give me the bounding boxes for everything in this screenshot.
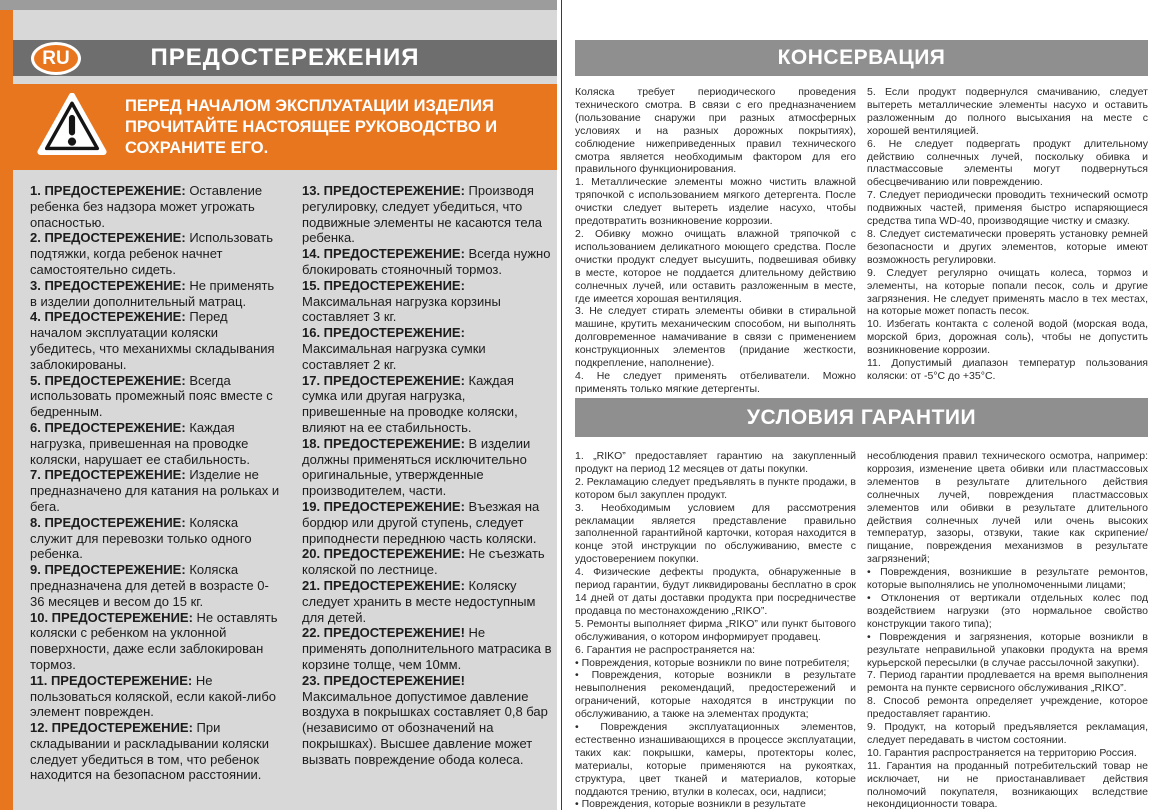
warranty-paragraph: 11. Гарантия на проданный потребительский товар не исключает, ни не приостанавливает действия полномочий покупателя, возникающих вследствие некондиционности товара. — [867, 759, 1148, 810]
maintenance-text — [575, 86, 1148, 396]
warranty-column-1 — [575, 450, 856, 810]
warnings-header-bar — [13, 40, 557, 76]
warning-text: Каждая нагрузка, привешенная на проводке коляски, нарушает ее стабильность. — [30, 419, 251, 467]
warning-item — [30, 515, 280, 562]
maintenance-paragraph: 4. Не следует применять отбеливатели. Можно применять только мягкие детергенты. — [575, 369, 856, 395]
warning-label: 14. ПРЕДОСТЕРЕЖЕНИЕ: — [302, 246, 465, 262]
maintenance-paragraph: 11. Допустимый диапазон температур пользования коляски: от -5°C до +35°C. — [867, 357, 1148, 382]
warning-label: 13. ПРЕДОСТЕРЕЖЕНИЕ: — [302, 183, 465, 198]
warranty-paragraph: 4. Физические дефекты продукта, обнаруженные в период гарантии, будут ликвидированы бесплатно в срок 14 дней от даты доставки продукта при посредничестве продавца по местонахождению „RIKO”. — [575, 566, 856, 617]
warning-label: 2. ПРЕДОСТЕРЕЖЕНИЕ: — [30, 230, 186, 246]
warning-item — [302, 373, 552, 436]
warnings-page-title: ПРЕДОСТЕРЕЖЕНИЯ — [150, 44, 420, 71]
warning-item — [302, 673, 552, 768]
warranty-paragraph: 8. Способ ремонта определяет учреждение, которое предоставляет гарантию. — [867, 695, 1148, 721]
warning-text: Не оставлять коляски с ребенком на уклонной поверхности, даже если заблокирован тормоз. — [30, 609, 278, 672]
maintenance-column-2 — [867, 86, 1148, 396]
warning-label: 19. ПРЕДОСТЕРЕЖЕНИЕ: — [302, 498, 465, 514]
warning-item — [302, 278, 552, 325]
warning-item — [302, 325, 552, 372]
warning-label: 15. ПРЕДОСТЕРЕЖЕНИЕ: — [302, 277, 465, 293]
warning-item — [30, 309, 280, 372]
warranty-paragraph: • Повреждения эксплуатационных элементов, естественно изнашивающихся в процессе эксплуатации, таких как: покрышки, камеры, протекторы колес, материалы, которые применяются на рукоятках, структура, цвет тканей и материалов, которые поддаются трению, втулки в колесах, оси, надписи; — [575, 721, 856, 798]
warning-item — [302, 183, 552, 246]
maintenance-column-1 — [575, 86, 856, 396]
warning-text: Перед началом эксплуатации коляски убедитесь, что механихмы складывания заблокированы. — [30, 309, 275, 372]
warning-text: Коляска предназначена для детей в возрасте 0-36 месяцев и весом до 15 кг. — [30, 562, 269, 609]
warning-text: В изделии должны применяться исключительно оригинальные, утвержденные производителем, части. — [302, 435, 531, 499]
warranty-header-bar — [575, 398, 1148, 437]
warranty-paragraph: 10. Гарантия распространяется на территорию Россия. — [867, 746, 1137, 759]
maintenance-paragraph: 5. Если продукт подвернулся смачиванию, следует вытереть металлические элементы насухо и оставить разложенным до полного высыхания на месте с хорошей вентиляцией. — [867, 86, 1148, 137]
warning-item — [30, 673, 280, 720]
warning-label: 12. ПРЕДОСТЕРЕЖЕНИЕ: — [30, 720, 193, 736]
warning-label: 10. ПРЕДОСТЕРЕЖЕНИЕ: — [30, 609, 193, 625]
warning-text: Всегда использовать промежный пояс вместе с бедренным. — [30, 372, 273, 420]
warranty-column-2 — [867, 450, 1148, 810]
warning-item — [302, 436, 552, 499]
warning-triangle-icon — [37, 93, 107, 161]
maintenance-paragraph: 1. Металлические элементы можно чистить влажной тряпочкой с использованием мягкого детергента. После очистки следует вытереть изделие насухо, чтобы предотвратить возникновение коррозии. — [575, 176, 856, 228]
maintenance-paragraph: 6. Не следует подвергать продукт длительному действию солнечных лучей, поскольку обивка и пластмассовые элементы могут подвернуться обесцвечиванию или повреждению. — [867, 137, 1148, 189]
warranty-paragraph: 6. Гарантия не распространяется на: — [575, 643, 756, 656]
warning-label: 7. ПРЕДОСТЕРЕЖЕНИЕ: — [30, 467, 186, 483]
maintenance-paragraph: 2. Обивку можно очищать влажной тряпочкой с использованием деликатного моющего средства. После очистки продукт следует высушить, подвешивая обивку в месте, которое не поддается длительному действию солнечных лучей, или оставить разложенным в месте, где имеется хорошая вентиляция. — [575, 227, 856, 305]
warning-item — [30, 420, 280, 467]
maintenance-paragraph: 3. Не следует стирать элементы обивки в стиральной машине, крутить механическим способом, ни выполнять долговременное намачивание в связи с применением конструкционных элементов (придание жесткости, подкрепление, наполнение). — [575, 305, 856, 370]
warnings-column-2 — [302, 183, 552, 783]
warning-item — [30, 373, 280, 420]
warning-text: Не пользоваться коляской, если какой-либо элемент поврежден. — [30, 672, 276, 720]
warning-text: Всегда нужно блокировать стояночный тормоз. — [302, 246, 551, 277]
warning-item — [30, 278, 280, 310]
warning-item — [30, 720, 280, 783]
warnings-list — [30, 183, 552, 783]
warning-item — [30, 562, 280, 609]
maintenance-paragraph: 9. Следует регулярно очищать колеса, тормоз и элементы, на которые попали песок, соль и другие загрязнения. Не следует применять масло в тех местах, на которые может попасть песок. — [867, 266, 1148, 318]
warranty-paragraph: • Повреждения, возникшие в результате ремонтов, которые выполнялись не уполномоченными лицами; — [867, 566, 1148, 592]
warning-text: Максимальная нагрузка корзины составляет 3 кг. — [302, 293, 501, 325]
page-divider — [561, 0, 562, 810]
warning-label: 11. ПРЕДОСТЕРЕЖЕНИЕ: — [30, 672, 193, 688]
notice-text: ПЕРЕД НАЧАЛОМ ЭКСПЛУАТАЦИИ ИЗДЕЛИЯ ПРОЧИТАЙТЕ НАСТОЯЩЕЕ РУКОВОДСТВО И СОХРАНИТЕ ЕГО. — [125, 96, 498, 157]
warranty-paragraph: 2. Рекламацию следует предъявлять в пункте продажи, в котором был закуплен продукт. — [575, 475, 856, 501]
warning-text: Въезжая на бордюр или другой ступень, следует приподнести переднюю часть коляски. — [302, 498, 540, 546]
warning-label: 23. ПРЕДОСТЕРЕЖЕНИЕ! — [302, 672, 465, 688]
warning-text: Использовать подтяжки, когда ребенок начнет самостоятельно сидеть. — [30, 230, 273, 277]
warning-text: Не применять дополнительного матрасика в корзине толще, чем 10мм. — [302, 625, 552, 672]
warranty-paragraph: 3. Необходимым условием для рассмотрения рекламации является представление правильно заполненной гарантийной карточки, которая находится в конце этой инструкции по обслуживанию, вместе с удостоверением покупки. — [575, 501, 856, 566]
warning-text: Не применять в изделии дополнительный матрац. — [30, 277, 275, 309]
maintenance-paragraph: 7. Следует периодически проводить технический осмотр подвижных частей, применяя быстро испаряющиеся средства типа WD-40, производящие чистку и смазку. — [867, 189, 1148, 228]
warning-label: 3. ПРЕДОСТЕРЕЖЕНИЕ: — [30, 277, 186, 293]
warning-label: 20. ПРЕДОСТЕРЕЖЕНИЕ: — [302, 546, 465, 562]
warranty-paragraph: 1. „RIKO” предоставляет гарантию на закупленный продукт на период 12 месяцев от даты покупки. — [575, 450, 856, 475]
warning-item — [30, 467, 280, 514]
warning-label: 8. ПРЕДОСТЕРЕЖЕНИЕ: — [30, 514, 186, 530]
warranty-paragraph: 7. Период гарантии продлевается на время выполнения ремонта на пункте сервисного обслуживания „RIKO”. — [867, 669, 1148, 695]
warning-text: Максимальное допустимое давление воздуха в покрышках составляет 0,8 бар (независимо от обозначений на покрышках). Высшее давление может вызвать повреждение обода колеса. — [302, 688, 548, 767]
warning-label: 21. ПРЕДОСТЕРЕЖЕНИЕ: — [302, 577, 465, 593]
warranty-text — [575, 450, 1148, 810]
top-strip — [0, 0, 557, 10]
read-manual-notice — [13, 84, 557, 170]
warranty-paragraph: • Повреждения и загрязнения, которые возникли в результате неправильной упаковки продукта на время курьерской пересылки (в случае рассылочной закупки). — [867, 630, 1148, 669]
warranty-paragraph: 9. Продукт, на который предъявляется рекламация, следует передавать в чистом состоянии. — [867, 721, 1148, 746]
warning-text: Максимальная нагрузка сумки составляет 2 кг. — [302, 340, 486, 372]
warning-item — [302, 625, 552, 672]
warning-text: Изделие не предназначено для катания на рольках и бега. — [30, 467, 280, 514]
warranty-paragraph: несоблюдения правил технического осмотра, например: коррозия, изменение цвета обивки или пластмассовых элементов в результате длительного действия солнечных лучей, повреждения пластмассовых элементов или обивки в результате длительного действия солнечных лучей или очень высоких температур, зазоры, отзвуки, такие как скрипение/ пищание, повреждения механизмов в результате загрязнений; — [867, 450, 1148, 566]
left-edge-stripe — [0, 10, 13, 810]
warning-text: Оставление ребенка без надзора может угрожать опасностью. — [30, 183, 263, 230]
warning-label: 17. ПРЕДОСТЕРЕЖЕНИЕ: — [302, 372, 465, 388]
warranty-paragraph: • Повреждения, которые возникли по вине потребителя; — [575, 656, 850, 669]
warning-item — [30, 183, 280, 230]
maintenance-paragraph: Коляска требует периодического проведения технического смотра. В связи с его предназначением (пользование снаружи при разных атмосферных условиях и на разных дорожных покрытиях), соблюдение нижеприведенных правил технического смотра является необходимым фактором для его правильного функционирования. — [575, 86, 856, 176]
warning-label: 18. ПРЕДОСТЕРЕЖЕНИЕ: — [302, 435, 465, 451]
warning-item — [302, 546, 552, 578]
warning-label: 5. ПРЕДОСТЕРЕЖЕНИЕ: — [30, 372, 186, 388]
warning-label: 16. ПРЕДОСТЕРЕЖЕНИЕ: — [302, 325, 465, 341]
warranty-title: УСЛОВИЯ ГАРАНТИИ — [746, 405, 977, 429]
warning-item — [30, 610, 280, 673]
warning-label: 22. ПРЕДОСТЕРЕЖЕНИЕ! — [302, 625, 465, 641]
warning-label: 1. ПРЕДОСТЕРЕЖЕНИЕ: — [30, 183, 186, 198]
warning-text: Не съезжать коляской по лестнице. — [302, 546, 545, 578]
warnings-column-1 — [30, 183, 280, 783]
warning-item — [302, 578, 552, 625]
warning-item — [302, 246, 552, 278]
warning-item — [302, 499, 552, 546]
warning-text: Коляска служит для перевозки только одного ребенка. — [30, 514, 252, 562]
warning-label: 4. ПРЕДОСТЕРЕЖЕНИЕ: — [30, 309, 186, 325]
warranty-paragraph: • Повреждения, которые возникли в результате — [575, 798, 806, 810]
maintenance-header-bar — [575, 40, 1148, 76]
warning-label: 6. ПРЕДОСТЕРЕЖЕНИЕ: — [30, 419, 186, 435]
warranty-paragraph: • Отклонения от вертикали отдельных колес под воздействием нагрузки (это нормальное свойство конструкции такого типа); — [867, 591, 1148, 630]
maintenance-title: КОНСЕРВАЦИЯ — [777, 46, 946, 69]
warranty-paragraph: • Повреждения, которые возникли в результате невыполнения рекомендаций, предостережений и ограничений, которые находятся в инструкции по обслуживанию, а также на элементах продукта; — [575, 669, 856, 721]
warning-item — [30, 230, 280, 277]
warning-text: Каждая сумка или другая нагрузка, привешенные на проводке коляски, влияют на ее стабильность. — [302, 372, 518, 435]
warning-text: Коляску следует хранить в месте недоступным для детей. — [302, 577, 536, 625]
maintenance-paragraph: 8. Следует систематически проверять установку ремней безопасности и других элементов, которые имеют возможность регулировки. — [867, 227, 1148, 266]
warning-text: При складывании и раскладывании коляски следует убедиться в том, что ребенок находится на безопасном расстоянии. — [30, 720, 269, 783]
warranty-paragraph: 5. Ремонты выполняет фирма „RIKO” или пункт бытового обслуживания, о котором информирует продавец. — [575, 617, 856, 643]
warning-label: 9. ПРЕДОСТЕРЕЖЕНИЕ: — [30, 562, 186, 578]
warning-text: Производя регулировку, следует убедиться, что подвижные элементы не касаются тела ребенка. — [302, 183, 543, 246]
maintenance-paragraph: 10. Избегать контакта с соленой водой (морская вода, морской бриз, дорожная соль), чтобы не допустить возникновение коррозии. — [867, 318, 1148, 357]
language-badge: RU — [31, 42, 81, 75]
